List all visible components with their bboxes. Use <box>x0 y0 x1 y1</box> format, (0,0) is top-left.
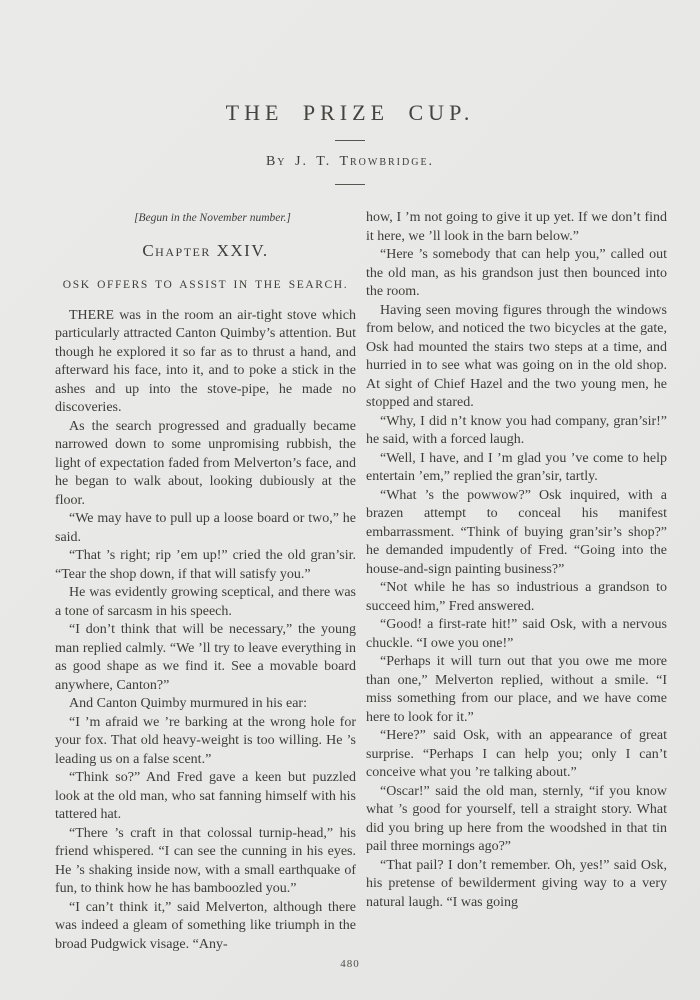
text-column-left <box>55 209 356 954</box>
paragraph: how, I ’m not going to give it up yet. If we don’t find it here, we ’ll look in the barn below.” <box>366 210 667 244</box>
paragraph: “Well, I have, and I ’m glad you ’ve come to help entertain ’em,” replied the gran’sir, tartly. <box>366 450 667 484</box>
paragraph: “Not while he has so industrious a grandson to succeed him,” Fred answered. <box>366 580 667 614</box>
paragraph: “There ’s craft in that colossal turnip-head,” his friend whispered. “I can see the cunning in his eyes. He ’s shaking inside now, with a small earthquake of fun, to think how he has bamboozled you.” <box>55 825 356 896</box>
paragraph: “Here?” said Osk, with an appearance of great surprise. “Perhaps I can help you; only I can’t conceive what you ’re talking about.” <box>366 728 667 780</box>
paragraph: THERE was in the room an air-tight stove which particularly attracted Canton Quimby’s attention. But though he explored it so far as to thrust a hand, and afterward his face, into it, and to poke a stick in the ashes and up into the stove-pipe, he made no discoveries. <box>55 307 356 415</box>
serial-notice: [Begun in the November number.] <box>134 212 291 224</box>
text-column-right <box>366 209 667 954</box>
paragraph: “We may have to pull up a loose board or two,” he said. <box>55 511 356 545</box>
paragraph: “I can’t think it,” said Melverton, although there was indeed a gleam of something like triumph in the broad Pudgwick visage. “Any- <box>55 899 356 952</box>
paragraph: “Here ’s somebody that can help you,” called out the old man, as his grandson just then bounced into the room. <box>366 247 667 299</box>
paragraph: “Oscar!” said the old man, sternly, “if you know what ’s good for yourself, tell a straight story. What did you bring up here from the woodshed in that tin pail three mornings ago?” <box>366 783 667 854</box>
title-divider <box>335 140 365 141</box>
page-title: THE PRIZE CUP. <box>225 100 475 125</box>
paragraph: “Why, I did n’t know you had company, gran’sir!” he said, with a forced laugh. <box>366 413 667 447</box>
paragraph: “I ’m afraid we ’re barking at the wrong hole for your fox. That old heavy-weight is too willing. He ’s leading us on a false scent.” <box>55 714 356 767</box>
byline-divider <box>335 184 365 185</box>
paragraph: “Think so?” And Fred gave a keen but puzzled look at the old man, who sat fanning himself with his tattered hat. <box>55 770 356 822</box>
paragraph: “That ’s right; rip ’em up!” cried the old gran’sir. “Tear the shop down, if that will satisfy you.” <box>55 548 356 582</box>
chapter-heading: Chapter XXIV. <box>142 240 269 260</box>
page-number: 480 <box>340 958 360 970</box>
byline: By J. T. Trowbridge. <box>265 154 435 169</box>
paragraph: “Perhaps it will turn out that you owe me more than one,” Melverton replied, without a smile. “I miss something from our place, and we have come here to look for it.” <box>366 654 667 725</box>
section-heading: OSK OFFERS TO ASSIST IN THE SEARCH. <box>62 279 349 291</box>
paragraph: “What ’s the powwow?” Osk inquired, with a brazen attempt to conceal his manifest embarrassment. “Think of buying gran’sir’s shop?” he demanded impudently of Fred. “Going into the house-and-sign painting business?” <box>366 487 667 577</box>
paragraph: And Canton Quimby murmured in his ear: <box>69 696 307 711</box>
paragraph: He was evidently growing sceptical, and there was a tone of sarcasm in his speech. <box>55 585 356 619</box>
paragraph: Having seen moving figures through the windows from below, and noticed the two bicycles at the gate, Osk had mounted the stairs two steps at a time, and hurried in to see what was going on in the old shop. At sight of Chief Hazel and the two young men, he stopped and stared. <box>366 302 667 410</box>
text-columns <box>55 209 666 954</box>
masthead <box>0 0 700 185</box>
paragraph: “That pail? I don’t remember. Oh, yes!” said Osk, his pretense of bewilderment giving way to a very natural laugh. “I was going <box>366 857 667 910</box>
paragraph: As the search progressed and gradually became narrowed down to some unpromising rubbish, the light of expectation faded from Melverton’s face, and he began to walk about, looking dubiously at the floor. <box>55 418 356 508</box>
paragraph: “I don’t think that will be necessary,” the young man replied calmly. “We ’ll try to leave everything in as good shape as we find it. See a movable board anywhere, Canton?” <box>55 622 356 693</box>
paragraph: “Good! a first-rate hit!” said Osk, with a nervous chuckle. “I owe you one!” <box>366 617 667 651</box>
